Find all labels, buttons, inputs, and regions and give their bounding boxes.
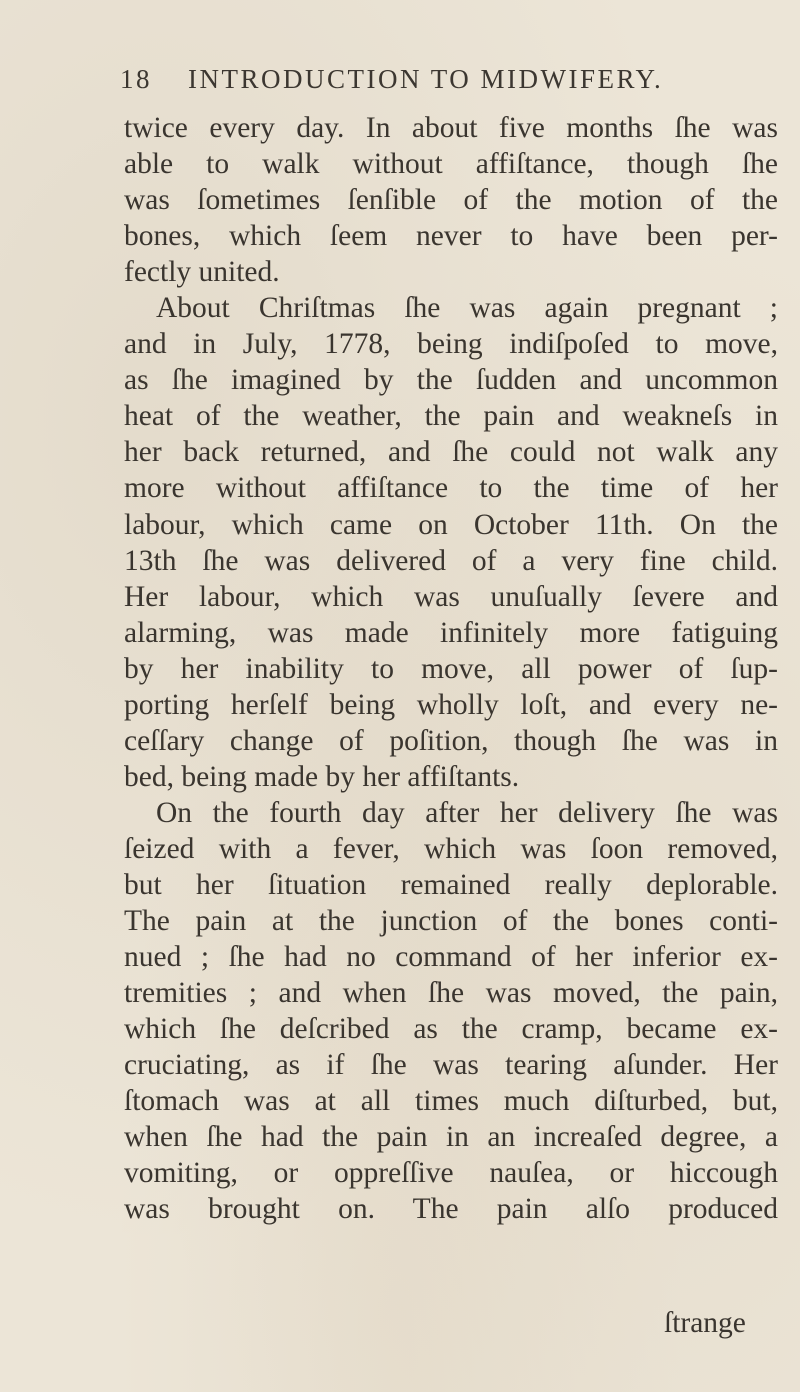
text-line: ſeized with a fever, which was ſoon removed, [124,832,778,865]
text-line: The pain at the junction of the bones conti- [124,905,778,938]
text-line: able to walk without affiſtance, though ſhe [124,148,778,181]
text-line: labour, which came on October 11th. On the [124,508,778,541]
catchword: ſtrange [664,1307,746,1339]
text-line: heat of the weather, the pain and weakneſs in [124,400,778,433]
text-line: by her inability to move, all power of ſup- [124,652,778,685]
text-line: but her ſituation remained really deplorable. [124,868,778,901]
text-line: twice every day. In about five months ſhe was [124,112,778,144]
page-number: 18 [120,64,152,94]
text-line: vomiting, or oppreſſive nauſea, or hiccough [124,1157,778,1190]
text-line: ceſſary change of poſition, though ſhe was in [124,724,778,757]
text-line: more without affiſtance to the time of her [124,472,778,505]
text-line: About Chriſtmas ſhe was again pregnant ; [156,292,778,325]
text-line: was brought on. The pain alſo produced [124,1193,778,1226]
running-title: INTRODUCTION TO MIDWIFERY. [188,64,664,94]
text-line: 13th ſhe was delivered of a very fine child. [124,544,778,577]
text-line: bones, which ſeem never to have been per- [124,220,778,253]
text-line: Her labour, which was unuſually ſevere and [124,580,778,613]
text-line: was ſometimes ſenſible of the motion of the [124,184,778,217]
text-line: On the fourth day after her delivery ſhe was [156,796,778,829]
text-line: tremities ; and when ſhe was moved, the pain, [124,977,778,1010]
text-line: as ſhe imagined by the ſudden and uncommon [124,364,778,397]
running-head [120,64,740,104]
text-line: her back returned, and ſhe could not walk any [124,436,778,469]
text-line: cruciating, as if ſhe was tearing aſunder. Her [124,1049,778,1082]
text-line: which ſhe deſcribed as the cramp, became ex- [124,1013,778,1046]
text-line: nued ; ſhe had no command of her inferior ex- [124,941,778,974]
text-line: and in July, 1778, being indiſpoſed to move, [124,328,778,361]
text-line: ſtomach was at all times much diſturbed, but, [124,1085,778,1118]
text-line: fectly united. [124,256,280,289]
text-line: when ſhe had the pain in an increaſed degree, a [124,1121,778,1154]
text-line: bed, being made by her affiſtants. [124,760,520,793]
body-text [124,110,778,1227]
text-line: porting herſelf being wholly loſt, and every ne- [124,688,778,721]
text-line: alarming, was made infinitely more fatiguing [124,616,778,649]
